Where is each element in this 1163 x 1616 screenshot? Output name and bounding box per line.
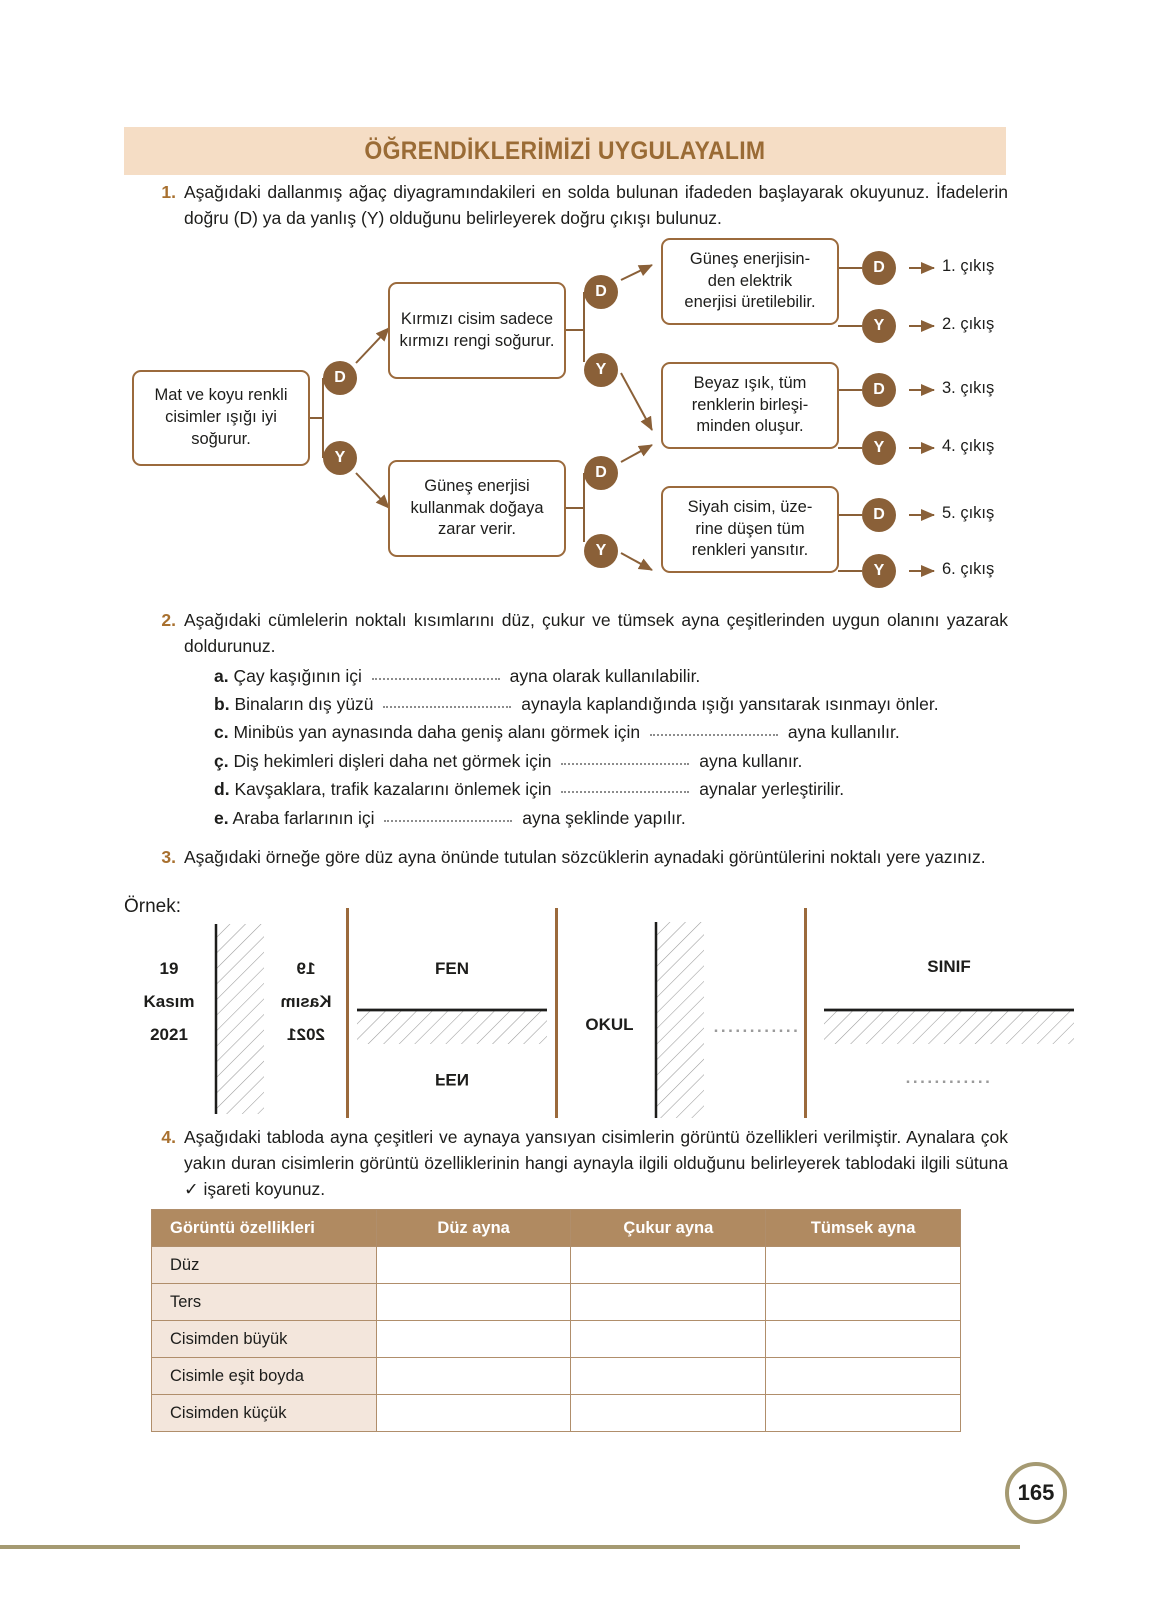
tree-node-d-root: D	[323, 361, 357, 395]
question-3-text: Aşağıdaki örneğe göre düz ayna önünde tutulan sözcüklerin aynadaki görüntülerini noktalı yere yazınız.	[184, 847, 986, 867]
panel-1-mirror-icon	[214, 924, 266, 1114]
col-header-duz-ayna: Düz ayna	[376, 1210, 571, 1247]
tree-node-y-branch-1: Y	[584, 353, 618, 387]
question-2	[150, 608, 1008, 832]
item-marker-c-cedilla: ç.	[214, 750, 229, 771]
panel-2-mirror-icon	[357, 1008, 547, 1044]
table-row	[152, 1247, 961, 1284]
cell-cisimden-buyuk-cukurayna[interactable]	[571, 1321, 766, 1358]
tree-level2-box-3-line2: rine düşen tüm	[695, 519, 805, 538]
cell-cisimden-kucuk-tumsekayna[interactable]	[766, 1395, 961, 1432]
blank-field-b[interactable]	[383, 697, 511, 708]
tree-level2-box-3	[661, 486, 839, 573]
item-after-c-cedilla: ayna kullanır.	[699, 750, 803, 771]
item-after-d: aynalar yerleştirilir.	[699, 779, 845, 800]
item-before-c: Minibüs yan aynasında daha geniş alanı görmek için	[233, 722, 641, 743]
panel-1-image-line3: 2021	[287, 1025, 325, 1045]
item-before-b: Binaların dış yüzü	[234, 694, 374, 715]
panel-1-image-line2: Kasım	[280, 992, 332, 1012]
question-4-number: 4.	[161, 1127, 176, 1147]
table-row	[152, 1284, 961, 1321]
section-banner	[124, 127, 1006, 175]
table-row	[152, 1358, 961, 1395]
row-label-cisimden-buyuk: Cisimden büyük	[152, 1321, 377, 1358]
list-item	[184, 662, 1008, 690]
tree-level2-box-2-line3: minden oluşur.	[696, 417, 804, 436]
page-number-badge: 165	[1005, 1462, 1067, 1524]
row-label-ters: Ters	[152, 1284, 377, 1321]
item-after-b: aynayla kaplandığında ışığı yansıtarak ısınmayı önler.	[521, 694, 939, 715]
panel-2-image: FEN	[435, 1070, 469, 1090]
tree-level2-box-1-line3: enerjisi üretilebilir.	[684, 293, 816, 312]
panel-1-object	[124, 952, 214, 1051]
cell-cisimle-esit-boyda-tumsekayna[interactable]	[766, 1358, 961, 1395]
cell-cisimle-esit-boyda-duzayna[interactable]	[376, 1358, 571, 1395]
blank-field-e[interactable]	[384, 811, 512, 822]
item-before-c-cedilla: Diş hekimleri dişleri daha net görmek için	[233, 750, 552, 771]
panel-divider-1	[346, 908, 349, 1118]
blank-field-c[interactable]	[650, 725, 778, 736]
blank-field-c-cedilla[interactable]	[561, 754, 689, 765]
list-item	[184, 718, 1008, 746]
panel-4-image-placeholder[interactable]: ............	[905, 1068, 993, 1087]
cell-ters-duzayna[interactable]	[376, 1284, 571, 1321]
list-item	[184, 775, 1008, 803]
question-3	[150, 845, 1008, 871]
item-after-c: ayna kullanılır.	[787, 722, 900, 743]
cell-cisimden-buyuk-duzayna[interactable]	[376, 1321, 571, 1358]
list-item	[184, 804, 1008, 832]
panel-1-object-line2: Kasım	[143, 992, 195, 1012]
table-row	[152, 1321, 961, 1358]
panel-3-mirror-icon	[654, 922, 706, 1118]
item-marker-e: e.	[214, 807, 229, 828]
cell-cisimden-kucuk-cukurayna[interactable]	[571, 1395, 766, 1432]
tree-level2-box-2	[661, 362, 839, 449]
item-before-a: Çay kaşığının içi	[233, 665, 362, 686]
item-after-e: ayna şeklinde yapılır.	[522, 807, 686, 828]
row-label-cisimle-esit-boyda: Cisimle eşit boyda	[152, 1358, 377, 1395]
tree-output-label-6: 6. çıkış	[942, 560, 995, 578]
tree-root-box: Mat ve koyu renkli cisimler ışığı iyi soğurur.	[132, 370, 310, 466]
item-marker-c: c.	[214, 722, 229, 743]
tree-output-label-3: 3. çıkış	[942, 379, 995, 397]
panel-1-image-line1: 19	[296, 959, 316, 978]
panel-divider-2	[555, 908, 558, 1118]
panel-1-image	[266, 952, 346, 1051]
mirror-properties-table	[151, 1209, 961, 1432]
question-4-text: Aşağıdaki tabloda ayna çeşitleri ve aynaya yansıyan cisimlerin görüntü özellikleri verilmiştir. Aynalara çok yakın duran cisimlerin görüntü özelliklerinin hangi aynayla ilgili olduğunu belirleyerek tablodaki ilgili sütuna ✓ işareti koyunuz.	[184, 1127, 1008, 1199]
cell-cisimden-buyuk-tumsekayna[interactable]	[766, 1321, 961, 1358]
panel-3-object: OKUL	[585, 1015, 634, 1034]
tree-output-label-5: 5. çıkış	[942, 504, 995, 522]
tree-output-node-6: Y	[862, 554, 896, 588]
tree-level2-box-3-line3: renkleri yansıtır.	[691, 541, 809, 560]
list-item	[184, 747, 1008, 775]
tree-node-y-branch-2: Y	[584, 534, 618, 568]
item-before-d: Kavşaklara, trafik kazalarını önlemek için	[234, 779, 552, 800]
tree-output-node-2: Y	[862, 309, 896, 343]
tree-level2-box-3-line1: Siyah cisim, üze-	[687, 497, 813, 516]
panel-1-object-line1: 19	[159, 959, 179, 978]
table-header-row	[152, 1210, 961, 1247]
question-3-number: 3.	[161, 847, 176, 867]
blank-field-d[interactable]	[561, 782, 689, 793]
cell-duz-tumsekayna[interactable]	[766, 1247, 961, 1284]
cell-duz-duzayna[interactable]	[376, 1247, 571, 1284]
blank-field-a[interactable]	[372, 669, 500, 680]
tree-node-d-branch-2: D	[584, 456, 618, 490]
col-header-tumsek-ayna: Tümsek ayna	[766, 1210, 961, 1247]
tree-output-label-1: 1. çıkış	[942, 257, 995, 275]
tree-level2-box-2-line2: renklerin birleşi-	[691, 395, 809, 414]
cell-ters-cukurayna[interactable]	[571, 1284, 766, 1321]
question-2-items	[184, 662, 1008, 832]
tree-output-node-3: D	[862, 373, 896, 407]
item-marker-b: b.	[214, 694, 230, 715]
question-1-number: 1.	[161, 182, 176, 202]
cell-duz-cukurayna[interactable]	[571, 1247, 766, 1284]
tree-level2-box-1-line1: Güneş enerjisin-	[689, 249, 811, 268]
panel-4-object: SINIF	[927, 957, 971, 976]
item-marker-d: d.	[214, 779, 230, 800]
item-before-e: Araba farlarının içi	[232, 807, 375, 828]
row-label-duz: Düz	[152, 1247, 377, 1284]
question-2-number: 2.	[161, 610, 176, 630]
panel-divider-3	[804, 908, 807, 1118]
tree-level2-box-2-line1: Beyaz ışık, tüm	[693, 373, 807, 392]
tree-output-label-2: 2. çıkış	[942, 315, 995, 333]
panel-1-object-line3: 2021	[150, 1025, 188, 1045]
panel-4-mirror-icon	[824, 1008, 1074, 1044]
tree-diagram	[124, 240, 1134, 595]
question-2-text: Aşağıdaki cümlelerin noktalı kısımlarını düz, çukur ve tümsek ayna çeşitlerinden uygun olanını yazarak doldurunuz.	[184, 610, 1008, 656]
tree-level1-box-2: Güneş enerjisi kullanmak doğaya zarar verir.	[388, 460, 566, 557]
col-header-cukur-ayna: Çukur ayna	[571, 1210, 766, 1247]
footer-rule	[0, 1545, 1020, 1549]
panel-2-object: FEN	[435, 959, 469, 978]
tree-output-node-1: D	[862, 251, 896, 285]
cell-ters-tumsekayna[interactable]	[766, 1284, 961, 1321]
tree-level2-box-1-line2: den elektrik	[707, 271, 793, 290]
list-item	[184, 690, 1008, 718]
tree-output-node-4: Y	[862, 431, 896, 465]
question-1-text: Aşağıdaki dallanmış ağaç diyagramındakileri en solda bulunan ifadeden başlayarak okuyunuz. İfadelerin doğru (D) ya da yanlış (Y) olduğunu belirleyerek doğru çıkışı bulunuz.	[184, 182, 1008, 228]
tree-level1-box-1: Kırmızı cisim sadece kırmızı rengi soğurur.	[388, 282, 566, 379]
col-header-properties: Görüntü özellikleri	[152, 1210, 377, 1247]
item-marker-a: a.	[214, 665, 229, 686]
tree-node-y-root: Y	[323, 441, 357, 475]
table-row	[152, 1395, 961, 1432]
question-1	[150, 180, 1008, 232]
tree-output-node-5: D	[862, 498, 896, 532]
panel-3-image-placeholder[interactable]: ............	[713, 1017, 801, 1036]
page-title: ÖĞRENDİKLERİMİZİ UYGULAYALIM	[364, 136, 766, 165]
question-4	[150, 1125, 1008, 1203]
cell-cisimle-esit-boyda-cukurayna[interactable]	[571, 1358, 766, 1395]
tree-output-label-4: 4. çıkış	[942, 437, 995, 455]
cell-cisimden-kucuk-duzayna[interactable]	[376, 1395, 571, 1432]
mirror-examples	[124, 908, 1134, 1118]
tree-level2-box-1	[661, 238, 839, 325]
row-label-cisimden-kucuk: Cisimden küçük	[152, 1395, 377, 1432]
item-after-a: ayna olarak kullanılabilir.	[509, 665, 701, 686]
tree-node-d-branch-1: D	[584, 275, 618, 309]
ornek-label: Örnek:	[124, 896, 182, 917]
